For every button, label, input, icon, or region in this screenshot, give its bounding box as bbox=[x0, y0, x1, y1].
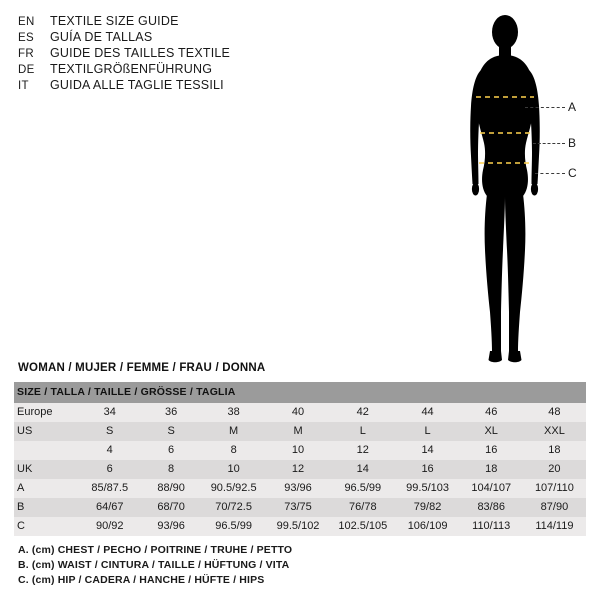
cell-usnum-4: 10 bbox=[266, 441, 330, 460]
language-code-es: ES bbox=[18, 32, 34, 44]
cell-b-3: 70/72.5 bbox=[201, 498, 266, 517]
cell-usnum-3: 8 bbox=[201, 441, 266, 460]
cell-uk-4: 12 bbox=[266, 460, 330, 479]
language-row-it bbox=[18, 78, 348, 92]
cell-b-7: 83/86 bbox=[460, 498, 523, 517]
cell-c-2: 93/96 bbox=[141, 517, 201, 536]
cell-europe-5: 42 bbox=[330, 403, 396, 422]
cell-c-6: 106/109 bbox=[396, 517, 460, 536]
cell-us-5: L bbox=[330, 422, 396, 441]
cell-usnum-2: 6 bbox=[141, 441, 201, 460]
measure-leader-b bbox=[533, 143, 565, 144]
cell-us-3: M bbox=[201, 422, 266, 441]
cell-b-2: 68/70 bbox=[141, 498, 201, 517]
table-header-label: SIZE / TALLA / TAILLE / GRÖSSE / TAGLIA bbox=[14, 382, 586, 403]
language-code-it: IT bbox=[18, 80, 29, 92]
cell-uk-1: 6 bbox=[78, 460, 141, 479]
language-code-de: DE bbox=[18, 64, 35, 76]
language-row-de bbox=[18, 62, 348, 76]
cell-usnum-5: 12 bbox=[330, 441, 396, 460]
cell-uk-8: 20 bbox=[523, 460, 586, 479]
language-code-en: EN bbox=[18, 16, 35, 28]
cell-us-6: L bbox=[396, 422, 460, 441]
cell-europe-4: 40 bbox=[266, 403, 330, 422]
cell-c-7: 110/113 bbox=[460, 517, 523, 536]
row-label-b: B bbox=[14, 498, 78, 517]
cell-c-8: 114/119 bbox=[523, 517, 586, 536]
measurement-legend bbox=[18, 543, 292, 588]
row-label-europe: Europe bbox=[14, 403, 78, 422]
cell-europe-1: 34 bbox=[78, 403, 141, 422]
cell-b-8: 87/90 bbox=[523, 498, 586, 517]
table-row bbox=[14, 517, 586, 536]
row-label-c: C bbox=[14, 517, 78, 536]
language-code-fr: FR bbox=[18, 48, 34, 60]
cell-europe-6: 44 bbox=[396, 403, 460, 422]
table-row bbox=[14, 422, 586, 441]
body-figure bbox=[430, 10, 590, 370]
table-header-row bbox=[14, 382, 586, 403]
measure-leader-a bbox=[525, 107, 565, 108]
measure-leader-c bbox=[535, 173, 565, 174]
cell-usnum-6: 14 bbox=[396, 441, 460, 460]
language-text-fr: GUIDE DES TAILLES TEXTILE bbox=[50, 46, 231, 60]
cell-a-5: 96.5/99 bbox=[330, 479, 396, 498]
table-row bbox=[14, 403, 586, 422]
cell-uk-6: 16 bbox=[396, 460, 460, 479]
language-text-es: GUÍA DE TALLAS bbox=[50, 30, 153, 44]
measure-label-a: A bbox=[568, 100, 577, 114]
row-label-us-numeric bbox=[14, 441, 78, 460]
measure-label-b: B bbox=[568, 136, 577, 150]
language-text-it: GUIDA ALLE TAGLIE TESSILI bbox=[50, 78, 224, 92]
cell-us-2: S bbox=[141, 422, 201, 441]
cell-b-5: 76/78 bbox=[330, 498, 396, 517]
cell-us-8: XXL bbox=[523, 422, 586, 441]
language-row-es bbox=[18, 30, 348, 44]
cell-a-3: 90.5/92.5 bbox=[201, 479, 266, 498]
cell-europe-3: 38 bbox=[201, 403, 266, 422]
row-label-uk: UK bbox=[14, 460, 78, 479]
table-row bbox=[14, 498, 586, 517]
cell-a-7: 104/107 bbox=[460, 479, 523, 498]
cell-us-4: M bbox=[266, 422, 330, 441]
cell-c-3: 96.5/99 bbox=[201, 517, 266, 536]
language-row-en bbox=[18, 14, 348, 28]
cell-b-6: 79/82 bbox=[396, 498, 460, 517]
legend-line-b: B. (cm) WAIST / CINTURA / TAILLE / HÜFTUNG / VITA bbox=[18, 559, 290, 571]
cell-a-2: 88/90 bbox=[141, 479, 201, 498]
language-header bbox=[18, 14, 348, 94]
cell-a-1: 85/87.5 bbox=[78, 479, 141, 498]
row-label-us: US bbox=[14, 422, 78, 441]
language-text-en: TEXTILE SIZE GUIDE bbox=[50, 14, 179, 28]
cell-usnum-7: 16 bbox=[460, 441, 523, 460]
cell-a-6: 99.5/103 bbox=[396, 479, 460, 498]
language-text-de: TEXTILGRÖßENFÜHRUNG bbox=[50, 62, 213, 76]
cell-c-4: 99.5/102 bbox=[266, 517, 330, 536]
cell-c-1: 90/92 bbox=[78, 517, 141, 536]
cell-uk-2: 8 bbox=[141, 460, 201, 479]
cell-b-4: 73/75 bbox=[266, 498, 330, 517]
legend-line-a: A. (cm) CHEST / PECHO / POITRINE / TRUHE / PETTO bbox=[18, 544, 293, 556]
cell-europe-2: 36 bbox=[141, 403, 201, 422]
cell-europe-7: 46 bbox=[460, 403, 523, 422]
language-row-fr bbox=[18, 46, 348, 60]
row-label-a: A bbox=[14, 479, 78, 498]
cell-uk-7: 18 bbox=[460, 460, 523, 479]
cell-us-7: XL bbox=[460, 422, 523, 441]
cell-usnum-8: 18 bbox=[523, 441, 586, 460]
cell-c-5: 102.5/105 bbox=[330, 517, 396, 536]
cell-usnum-1: 4 bbox=[78, 441, 141, 460]
cell-uk-3: 10 bbox=[201, 460, 266, 479]
table-row bbox=[14, 479, 586, 498]
table-caption: WOMAN / MUJER / FEMME / FRAU / DONNA bbox=[18, 362, 266, 374]
size-table bbox=[14, 382, 586, 536]
cell-us-1: S bbox=[78, 422, 141, 441]
measure-label-c: C bbox=[568, 166, 577, 180]
cell-a-8: 107/110 bbox=[523, 479, 586, 498]
table-row bbox=[14, 441, 586, 460]
female-silhouette-icon bbox=[430, 10, 590, 370]
legend-line-c: C. (cm) HIP / CADERA / HANCHE / HÜFTE / HIPS bbox=[18, 574, 265, 586]
cell-uk-5: 14 bbox=[330, 460, 396, 479]
table-row bbox=[14, 460, 586, 479]
cell-b-1: 64/67 bbox=[78, 498, 141, 517]
cell-europe-8: 48 bbox=[523, 403, 586, 422]
cell-a-4: 93/96 bbox=[266, 479, 330, 498]
